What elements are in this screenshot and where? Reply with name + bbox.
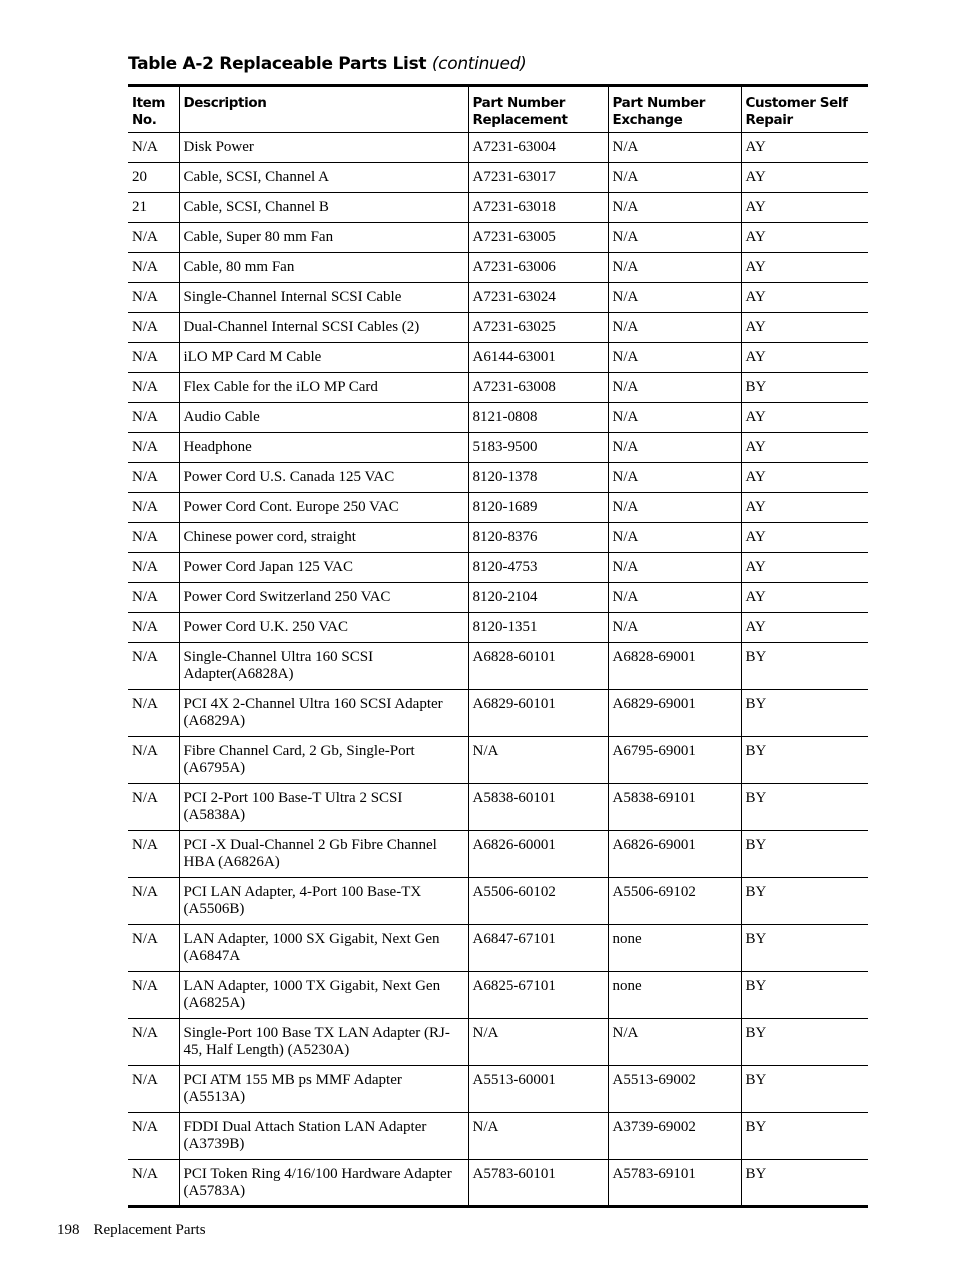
table-row <box>128 613 868 643</box>
cell-item-no: N/A <box>128 583 179 613</box>
cell-item-no: N/A <box>128 878 179 925</box>
cell-description: Cable, Super 80 mm Fan <box>179 223 468 253</box>
cell-item-no: N/A <box>128 1066 179 1113</box>
table-row <box>128 784 868 831</box>
cell-part-number-replacement: A7231-63006 <box>468 253 608 283</box>
cell-part-number-replacement: A7231-63025 <box>468 313 608 343</box>
cell-description: Cable, 80 mm Fan <box>179 253 468 283</box>
cell-description: Fibre Channel Card, 2 Gb, Single-Port (A6795A) <box>179 737 468 784</box>
page-number: 198 <box>57 1222 80 1238</box>
cell-description: Power Cord Japan 125 VAC <box>179 553 468 583</box>
cell-part-number-replacement: N/A <box>468 1019 608 1066</box>
cell-description: Single-Port 100 Base TX LAN Adapter (RJ-45, Half Length) (A5230A) <box>179 1019 468 1066</box>
cell-item-no: N/A <box>128 925 179 972</box>
cell-part-number-replacement: 8120-1351 <box>468 613 608 643</box>
cell-part-number-exchange: N/A <box>608 343 741 373</box>
cell-part-number-exchange: N/A <box>608 373 741 403</box>
cell-description: PCI 2-Port 100 Base-T Ultra 2 SCSI (A5838A) <box>179 784 468 831</box>
column-header-customer-self-repair: Customer Self Repair <box>741 86 868 133</box>
cell-part-number-exchange: N/A <box>608 523 741 553</box>
cell-customer-self-repair: AY <box>741 553 868 583</box>
table-row <box>128 403 868 433</box>
cell-part-number-replacement: A5838-60101 <box>468 784 608 831</box>
cell-item-no: N/A <box>128 373 179 403</box>
cell-part-number-replacement: 8120-1378 <box>468 463 608 493</box>
cell-part-number-replacement: A6826-60001 <box>468 831 608 878</box>
table-row <box>128 925 868 972</box>
cell-part-number-replacement: A6144-63001 <box>468 343 608 373</box>
cell-part-number-exchange: A6795-69001 <box>608 737 741 784</box>
cell-customer-self-repair: BY <box>741 831 868 878</box>
cell-description: Flex Cable for the iLO MP Card <box>179 373 468 403</box>
column-header-item-no: Item No. <box>128 86 179 133</box>
table-row <box>128 523 868 553</box>
cell-item-no: 21 <box>128 193 179 223</box>
cell-description: PCI -X Dual-Channel 2 Gb Fibre Channel HBA (A6826A) <box>179 831 468 878</box>
cell-description: PCI ATM 155 MB ps MMF Adapter (A5513A) <box>179 1066 468 1113</box>
table-row <box>128 493 868 523</box>
cell-item-no: N/A <box>128 223 179 253</box>
cell-item-no: N/A <box>128 1019 179 1066</box>
cell-part-number-replacement: A7231-63018 <box>468 193 608 223</box>
cell-customer-self-repair: AY <box>741 253 868 283</box>
cell-part-number-exchange: A6829-69001 <box>608 690 741 737</box>
cell-item-no: N/A <box>128 253 179 283</box>
cell-customer-self-repair: AY <box>741 193 868 223</box>
cell-part-number-exchange: N/A <box>608 613 741 643</box>
table-row <box>128 193 868 223</box>
cell-part-number-replacement: A6829-60101 <box>468 690 608 737</box>
table-row <box>128 343 868 373</box>
table-continued-label: (continued) <box>431 54 527 74</box>
cell-customer-self-repair: AY <box>741 223 868 253</box>
cell-customer-self-repair: BY <box>741 784 868 831</box>
cell-description: Headphone <box>179 433 468 463</box>
cell-part-number-exchange: N/A <box>608 583 741 613</box>
cell-customer-self-repair: AY <box>741 583 868 613</box>
cell-customer-self-repair: AY <box>741 523 868 553</box>
table-row <box>128 831 868 878</box>
table-row <box>128 1160 868 1207</box>
cell-customer-self-repair: BY <box>741 925 868 972</box>
cell-description: Disk Power <box>179 133 468 163</box>
cell-part-number-exchange: A6826-69001 <box>608 831 741 878</box>
cell-item-no: N/A <box>128 523 179 553</box>
cell-customer-self-repair: BY <box>741 737 868 784</box>
cell-part-number-exchange: N/A <box>608 553 741 583</box>
table-row <box>128 643 868 690</box>
cell-part-number-replacement: A7231-63005 <box>468 223 608 253</box>
cell-part-number-replacement: 8120-8376 <box>468 523 608 553</box>
column-header-part-number-replacement: Part Number Replacement <box>468 86 608 133</box>
cell-customer-self-repair: BY <box>741 1113 868 1160</box>
footer-section-title: Replacement Parts <box>93 1222 206 1238</box>
cell-part-number-exchange: N/A <box>608 403 741 433</box>
cell-part-number-exchange: A5513-69002 <box>608 1066 741 1113</box>
cell-item-no: N/A <box>128 343 179 373</box>
cell-description: Audio Cable <box>179 403 468 433</box>
table-body <box>128 133 868 1207</box>
cell-description: PCI LAN Adapter, 4-Port 100 Base-TX (A5506B) <box>179 878 468 925</box>
cell-part-number-replacement: A7231-63008 <box>468 373 608 403</box>
cell-part-number-exchange: A6828-69001 <box>608 643 741 690</box>
cell-item-no: N/A <box>128 737 179 784</box>
cell-part-number-replacement: A5513-60001 <box>468 1066 608 1113</box>
cell-part-number-exchange: N/A <box>608 313 741 343</box>
cell-customer-self-repair: BY <box>741 1066 868 1113</box>
cell-description: PCI Token Ring 4/16/100 Hardware Adapter (A5783A) <box>179 1160 468 1207</box>
table-row <box>128 972 868 1019</box>
table-row <box>128 223 868 253</box>
table-row <box>128 737 868 784</box>
cell-item-no: N/A <box>128 1113 179 1160</box>
cell-customer-self-repair: AY <box>741 493 868 523</box>
column-header-description: Description <box>179 86 468 133</box>
cell-customer-self-repair: BY <box>741 1019 868 1066</box>
cell-customer-self-repair: AY <box>741 433 868 463</box>
cell-part-number-replacement: 8120-2104 <box>468 583 608 613</box>
cell-customer-self-repair: AY <box>741 283 868 313</box>
cell-customer-self-repair: AY <box>741 133 868 163</box>
table-title: Table A-2 Replaceable Parts List <box>128 54 427 74</box>
cell-part-number-replacement: N/A <box>468 1113 608 1160</box>
cell-part-number-exchange: A5783-69101 <box>608 1160 741 1207</box>
cell-part-number-exchange: N/A <box>608 253 741 283</box>
cell-item-no: N/A <box>128 283 179 313</box>
table-row <box>128 283 868 313</box>
table-row <box>128 313 868 343</box>
cell-description: Single-Channel Ultra 160 SCSI Adapter(A6828A) <box>179 643 468 690</box>
cell-part-number-replacement: A7231-63004 <box>468 133 608 163</box>
cell-customer-self-repair: BY <box>741 878 868 925</box>
cell-customer-self-repair: AY <box>741 163 868 193</box>
cell-part-number-exchange: A3739-69002 <box>608 1113 741 1160</box>
cell-part-number-replacement: A5506-60102 <box>468 878 608 925</box>
column-header-part-number-exchange: Part Number Exchange <box>608 86 741 133</box>
cell-part-number-replacement: 5183-9500 <box>468 433 608 463</box>
cell-part-number-replacement: A6825-67101 <box>468 972 608 1019</box>
table-row <box>128 133 868 163</box>
table-row <box>128 690 868 737</box>
table-row <box>128 583 868 613</box>
cell-part-number-exchange: none <box>608 972 741 1019</box>
cell-description: PCI 4X 2-Channel Ultra 160 SCSI Adapter (A6829A) <box>179 690 468 737</box>
cell-item-no: N/A <box>128 1160 179 1207</box>
table-row <box>128 878 868 925</box>
table-row <box>128 373 868 403</box>
cell-item-no: N/A <box>128 403 179 433</box>
cell-item-no: N/A <box>128 690 179 737</box>
cell-description: Power Cord U.S. Canada 125 VAC <box>179 463 468 493</box>
cell-description: Chinese power cord, straight <box>179 523 468 553</box>
table-header-row <box>128 86 868 133</box>
cell-customer-self-repair: BY <box>741 690 868 737</box>
cell-part-number-replacement: 8121-0808 <box>468 403 608 433</box>
cell-customer-self-repair: AY <box>741 343 868 373</box>
cell-customer-self-repair: BY <box>741 972 868 1019</box>
cell-item-no: N/A <box>128 643 179 690</box>
cell-description: LAN Adapter, 1000 TX Gigabit, Next Gen (A6825A) <box>179 972 468 1019</box>
cell-part-number-exchange: N/A <box>608 433 741 463</box>
cell-item-no: N/A <box>128 133 179 163</box>
cell-customer-self-repair: AY <box>741 313 868 343</box>
cell-customer-self-repair: AY <box>741 403 868 433</box>
cell-item-no: N/A <box>128 553 179 583</box>
table-caption <box>128 54 527 74</box>
cell-description: FDDI Dual Attach Station LAN Adapter (A3739B) <box>179 1113 468 1160</box>
cell-description: Single-Channel Internal SCSI Cable <box>179 283 468 313</box>
cell-customer-self-repair: BY <box>741 373 868 403</box>
cell-item-no: N/A <box>128 784 179 831</box>
cell-part-number-replacement: A7231-63017 <box>468 163 608 193</box>
cell-part-number-replacement: A5783-60101 <box>468 1160 608 1207</box>
table-row <box>128 1113 868 1160</box>
cell-description: Dual-Channel Internal SCSI Cables (2) <box>179 313 468 343</box>
cell-description: Power Cord Switzerland 250 VAC <box>179 583 468 613</box>
cell-part-number-replacement: N/A <box>468 737 608 784</box>
cell-part-number-exchange: N/A <box>608 1019 741 1066</box>
cell-part-number-exchange: N/A <box>608 463 741 493</box>
cell-part-number-exchange: A5838-69101 <box>608 784 741 831</box>
cell-item-no: 20 <box>128 163 179 193</box>
cell-item-no: N/A <box>128 493 179 523</box>
cell-part-number-exchange: N/A <box>608 163 741 193</box>
table-row <box>128 163 868 193</box>
cell-item-no: N/A <box>128 613 179 643</box>
cell-part-number-replacement: A6828-60101 <box>468 643 608 690</box>
cell-description: iLO MP Card M Cable <box>179 343 468 373</box>
table-row <box>128 1066 868 1113</box>
cell-customer-self-repair: AY <box>741 463 868 493</box>
cell-part-number-exchange: N/A <box>608 223 741 253</box>
cell-customer-self-repair: BY <box>741 643 868 690</box>
cell-description: Cable, SCSI, Channel A <box>179 163 468 193</box>
cell-part-number-replacement: A6847-67101 <box>468 925 608 972</box>
cell-part-number-exchange: N/A <box>608 283 741 313</box>
cell-part-number-exchange: A5506-69102 <box>608 878 741 925</box>
cell-part-number-exchange: N/A <box>608 133 741 163</box>
cell-part-number-replacement: A7231-63024 <box>468 283 608 313</box>
cell-customer-self-repair: AY <box>741 613 868 643</box>
cell-item-no: N/A <box>128 313 179 343</box>
table-row <box>128 253 868 283</box>
cell-item-no: N/A <box>128 972 179 1019</box>
cell-item-no: N/A <box>128 463 179 493</box>
cell-part-number-exchange: N/A <box>608 493 741 523</box>
cell-part-number-exchange: N/A <box>608 193 741 223</box>
table-row <box>128 1019 868 1066</box>
cell-item-no: N/A <box>128 831 179 878</box>
cell-item-no: N/A <box>128 433 179 463</box>
cell-description: Power Cord Cont. Europe 250 VAC <box>179 493 468 523</box>
table-row <box>128 553 868 583</box>
cell-part-number-exchange: none <box>608 925 741 972</box>
cell-description: Cable, SCSI, Channel B <box>179 193 468 223</box>
cell-part-number-replacement: 8120-4753 <box>468 553 608 583</box>
cell-customer-self-repair: BY <box>741 1160 868 1207</box>
cell-description: LAN Adapter, 1000 SX Gigabit, Next Gen (A6847A <box>179 925 468 972</box>
page-footer <box>57 1222 206 1239</box>
table-row <box>128 463 868 493</box>
table-row <box>128 433 868 463</box>
cell-part-number-replacement: 8120-1689 <box>468 493 608 523</box>
replaceable-parts-table <box>128 84 868 1208</box>
cell-description: Power Cord U.K. 250 VAC <box>179 613 468 643</box>
